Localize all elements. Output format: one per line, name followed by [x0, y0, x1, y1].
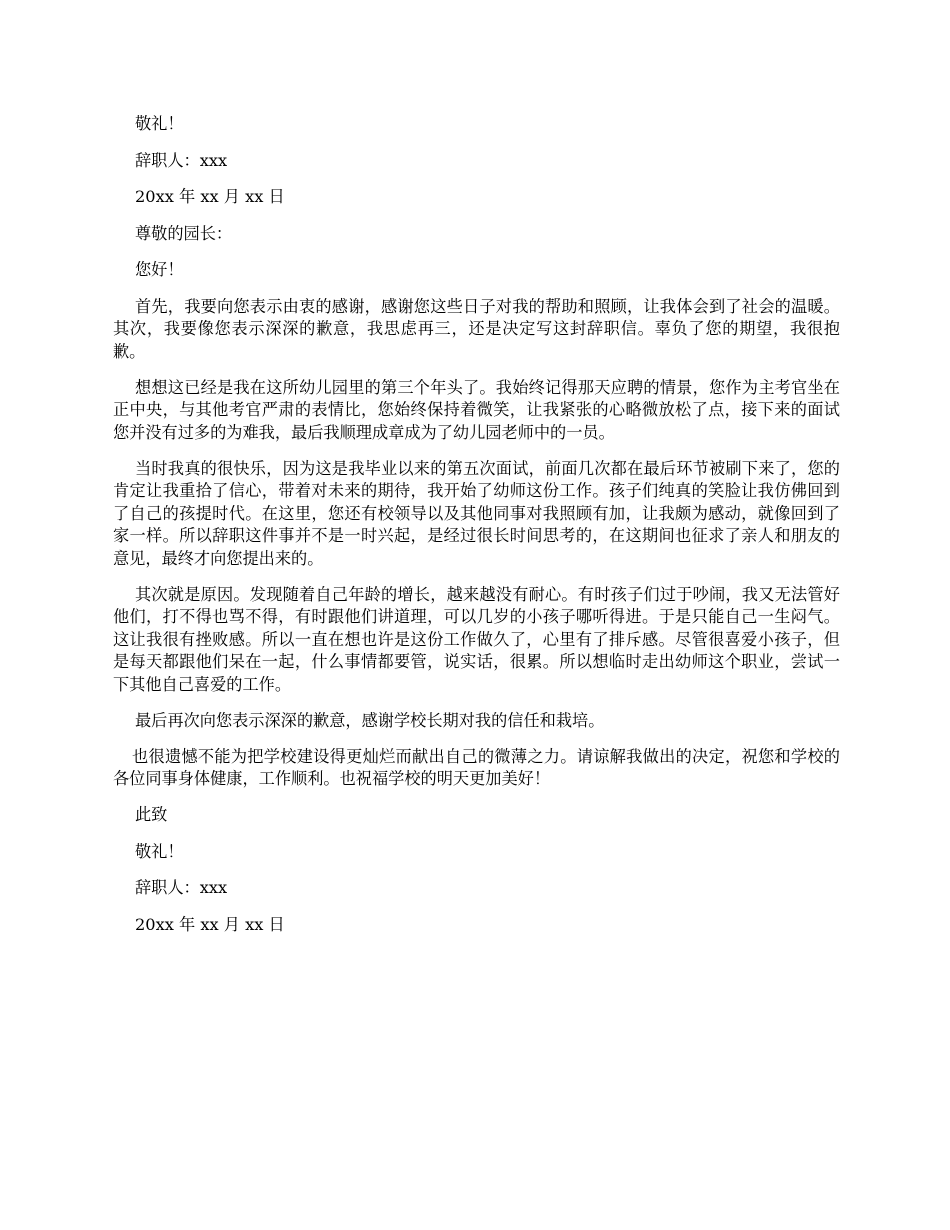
- closing-phrase: 此致: [135, 805, 168, 824]
- paragraph-gratitude: 当时我真的很快乐，因为这是我毕业以来的第五次面试，前面几次都在最后环节被刷下来了，您的肯定让我重拾了信心，带着对未来的期待，我开始了幼师这份工作。孩子们纯真的笑脸让我仿佛回到了自己的孩提时代。在这里，您还有校领导以及其他同事对我照顾有加，让我颇为感动，就像回到了家一样。所以辞职这件事并不是一时兴起，是经过很长时间思考的，在这期间也征求了亲人和朋友的意见，最终才向您提出来的。: [113, 458, 840, 568]
- paragraph-thanks: 首先，我要向您表示由衷的感谢，感谢您这些日子对我的帮助和照顾，让我体会到了社会的温暖。其次，我要像您表示深深的歉意，我思虑再三，还是决定写这封辞职信。辜负了您的期望，我很抱歉。: [113, 296, 840, 361]
- greeting: 您好！: [135, 260, 184, 279]
- paragraph-reasons: 其次就是原因。发现随着自己年龄的增长，越来越没有耐心。有时孩子们过于吵闹，我又无法管好他们，打不得也骂不得，有时跟他们讲道理，可以几岁的小孩子哪听得进。于是只能自己一生闷气。这让我很有挫败感。所以一直在想也许是这份工作做久了，心里有了排斥感。尽管很喜爱小孩子，但是每天都跟他们呆在一起，什么事情都要管，说实话，很累。所以想临时走出幼师这个职业，尝试一下其他自己喜爱的工作。: [113, 584, 840, 694]
- letter-body: [113, 113, 840, 950]
- closing-salute: 敬礼！: [135, 841, 184, 861]
- closing-salute-top: 敬礼！: [135, 114, 184, 133]
- signer-line: 辞职人：xxx: [135, 878, 228, 897]
- salutation: 尊敬的园长：: [135, 223, 233, 243]
- paragraph-wishes: 也很遗憾不能为把学校建设得更灿烂而献出自己的微薄之力。请谅解我做出的决定，祝您和学校的各位同事身体健康，工作顺利。也祝福学校的明天更加美好！: [113, 746, 840, 788]
- date-line: 20xx 年 xx 月 xx 日: [135, 914, 285, 934]
- paragraph-apology: 最后再次向您表示深深的歉意，感谢学校长期对我的信任和栽培。: [135, 710, 605, 730]
- date-line-top: 20xx 年 xx 月 xx 日: [135, 187, 285, 206]
- paragraph-history: 想想这已经是我在这所幼儿园里的第三个年头了。我始终记得那天应聘的情景，您作为主考官坐在正中央，与其他考官严肃的表情比，您始终保持着微笑，让我紧张的心略微放松了点，接下来的面试您并没有过多的为难我，最后我顺理成章成为了幼儿园老师中的一员。: [113, 377, 840, 442]
- signer-line-top: 辞职人：xxx: [135, 150, 228, 170]
